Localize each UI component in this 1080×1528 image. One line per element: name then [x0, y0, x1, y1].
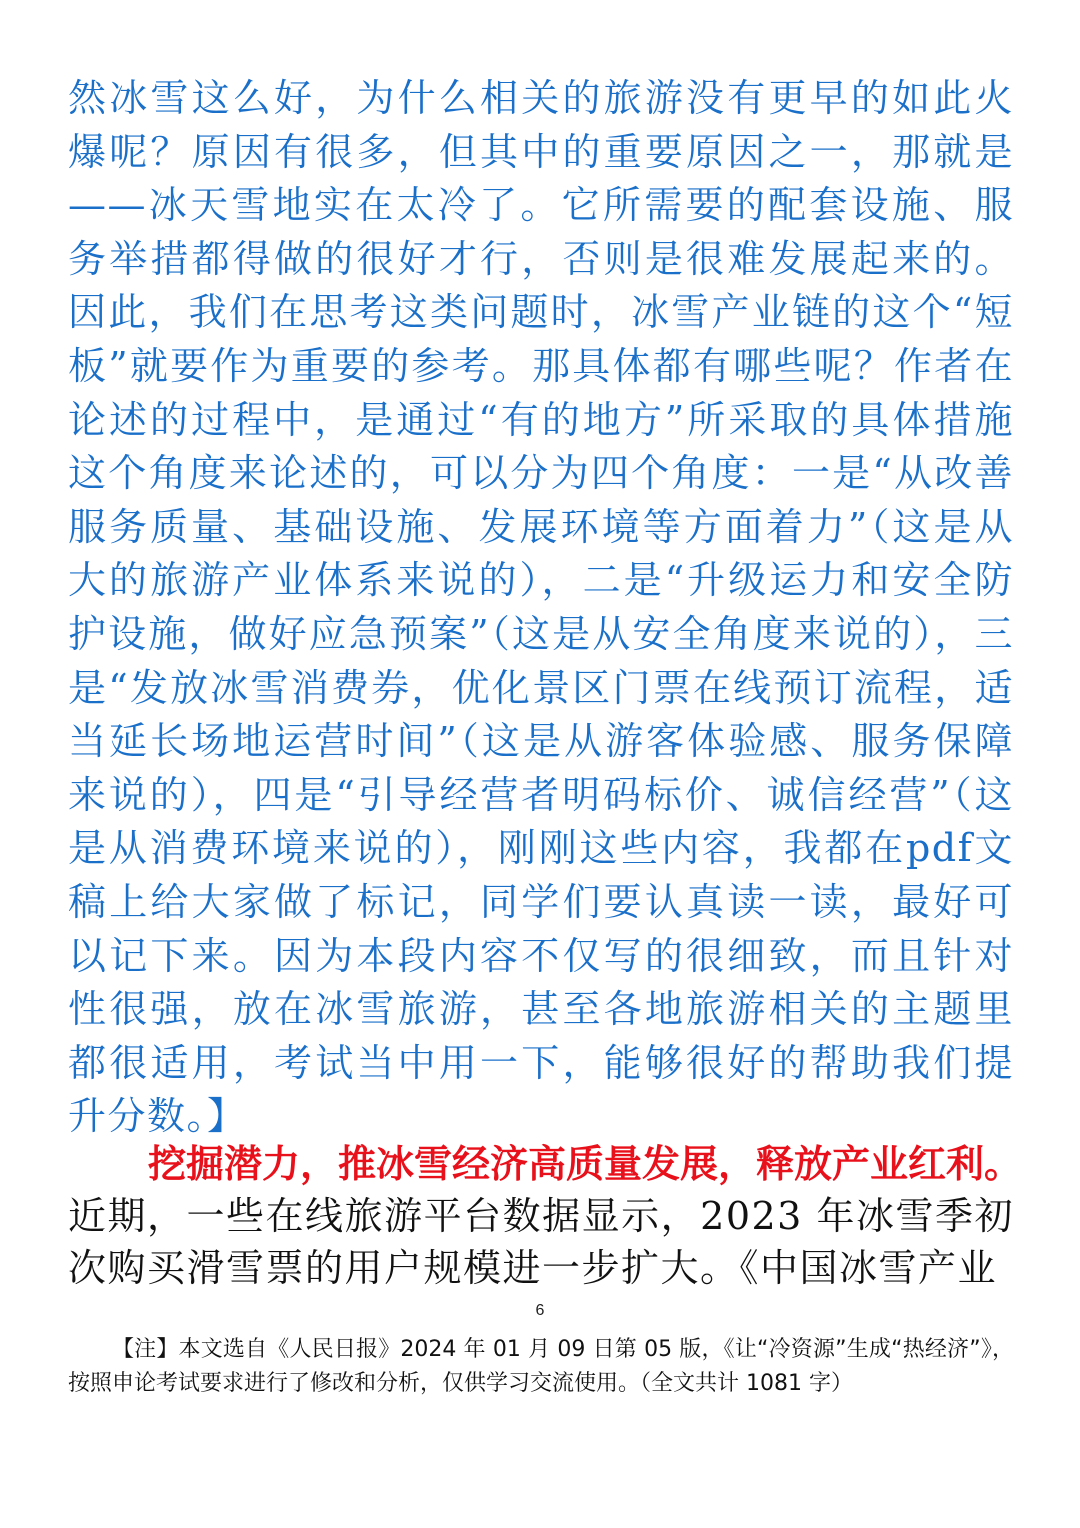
- section-heading: 挖掘潜力，推冰雪经济高质量发展，释放产业红利。: [148, 1141, 1023, 1186]
- article-paragraph: 近期，一些在线旅游平台数据显示，2023 年冰雪季初次购买滑雪票的用户规模进一步扩大。《中国冰雪产业: [68, 1194, 1014, 1290]
- page-number: 6: [535, 1302, 545, 1319]
- analysis-paragraph: 然冰雪这么好，为什么相关的旅游没有更早的如此火爆呢？原因有很多，但其中的重要原因之一，那就是——冰天雪地实在太冷了。它所需要的配套设施、服务举措都得做的很好才行，否则是很难发展起来的。因此，我们在思考这类问题时，冰雪产业链的这个“短板”就要作为重要的参考。那具体都有哪些呢？作者在论述的过程中，是通过“有的地方”所采取的具体措施这个角度来论述的，可以分为四个角度：一是“从改善服务质量、基础设施、发展环境等方面着力”（这是从大的旅游产业体系来说的），二是“升级运力和安全防护设施，做好应急预案”（这是从安全角度来说的），三是“发放冰雪消费券，优化景区门票在线预订流程，适当延长场地运营时间”（这是从游客体验感、服务保障来说的），四是“引导经营者明码标价、诚信经营”（这是从消费环境来说的），刚刚这些内容，我都在pdf文稿上给大家做了标记，同学们要认真读一读，最好可以记下来。因为本段内容不仅写的很细致，而且针对性很强，放在冰雪旅游，甚至各地旅游相关的主题里都很适用，考试当中用一下，能够很好的帮助我们提升分数。】: [68, 76, 1014, 1139]
- footer-note: 【注】本文选自《人民日报》2024 年 01 月 09 日第 05 版，《让“冷资源”生成“热经济”》，按照申论考试要求进行了修改和分析，仅供学习交流使用。（全文共计 1081 字）: [68, 1337, 1014, 1396]
